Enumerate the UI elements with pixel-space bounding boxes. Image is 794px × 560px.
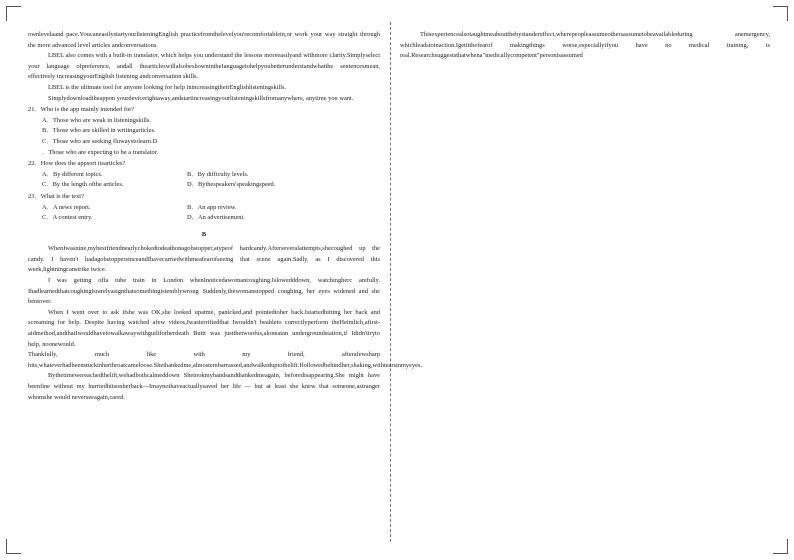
crop-mark-bottom-left — [6, 539, 21, 554]
passage-a-paragraph: LBEL is the ultimate tool for anyone looking for help inincreasingtheirEnglishlisteningskills. — [48, 83, 287, 91]
option-row — [28, 203, 380, 214]
passage-a-paragraph: ownlevelaand pace.YoucaneasilystartyourlisteningEnglish practicefromthelevelyou'recomfortablein,or work your way straight through the more advanced level articles andconversations. — [28, 31, 380, 49]
option-a: A．A news report. — [42, 203, 91, 211]
left-column — [28, 30, 423, 403]
option-row — [28, 180, 380, 191]
question-23 — [28, 192, 380, 224]
question-stem: 22．How does the appsort itsarticles? — [28, 160, 126, 168]
passage-b-paragraph: WhenIwasnine,mybestfriendnearlychokedtodeathonagobstopper,atypeof hardcandy.Afterseveralattempts,shecoughed up the candy. I haven't hadagobstoppersinceandIhavecarriedwithmeafearofseeing that scene again.Sadly, as I discovered this week,lightningcanstrike twice. — [28, 245, 380, 274]
option-d: D．An advertisement. — [187, 214, 245, 222]
option-a: A．By different topics. — [42, 170, 103, 178]
question-22 — [28, 159, 380, 191]
passage-b-paragraph: Thankfully, much like with my friend, afterafewsharp hits,whateverhadbeenstuckinherthroatcameloose.Shethankedme,almostembarrassed,andwalkeduptothelift.Ifollowedbehindher,shaking,withtearsinmyeyes. — [28, 351, 423, 369]
passage-a-paragraph: LBEL also comes with a built-in translator, which helps you understand the lessons moreeasilyand withmore clarity.Simplyselect your language ofpreference, andall thearticleswillalsobeshownintheIanguagetohelpyoubetterunderstandwhatthe sentencesmean, effectively increasingyourEnglish listening andconversation skills. — [28, 52, 380, 81]
crop-mark-top-right — [773, 6, 788, 21]
section-b-heading: B — [201, 230, 207, 238]
passage-b-continued-paragraph: Thisexperiencealsotaughtmeaboutthebystandereffect,wherepeopleassumeothersassumetobeavailableduring anemergency, whichleadstoinaction.Igetitthefearof makingthings worse,especiallyifyou have no medical training, is real.Researchsuggeststhatwhena"medicallycompetent"personisassumed — [400, 31, 770, 60]
option-a: A．Those who are weak in listeningskills. — [42, 116, 151, 124]
crop-mark-top-left — [6, 6, 21, 21]
question-stem: 23．What is the text? — [28, 192, 84, 200]
passage-b-paragraph: Bythetimewereachedthelift,wehadbothcalmeddown Shetookmyhandsandthankedmeagain, beforedisappearing.She might have beenfine without my hurriedhitsonherback—Imaynothaveactuallysaved her life — but at least she knew that someone,astranger whomshe would neverseeagain,cared. — [28, 372, 380, 401]
option-b: B．Those who are skilled in writingarticles. — [42, 127, 156, 135]
question-21 — [28, 105, 380, 158]
option-b: B．An app review. — [187, 203, 237, 211]
option-c: C．A contest entry. — [42, 214, 93, 222]
crop-mark-bottom-right — [773, 539, 788, 554]
question-stem: 21．Who is the app mainly intended for? — [28, 106, 135, 114]
option-c: C．Those who are seeking fluwaystolearn.D — [42, 137, 158, 145]
passage-b-paragraph: When I went over to ask ifshe was OK,she looked upatme, panicked,and pointedtoher back.Istartedhitting her back and screaming for help. Despite having watched afew videos,Iwasterrifiedthat Iwouldn't beableto correctlyperform theHeimlich,afirst-aidmethod,andthatIwouldhavetowalkawaywithguiltforherdeath Buttt was justthetwoofus,aloneatan undergroundstation,if Ididn'ttryto help, noonewould. — [28, 308, 380, 348]
option-b: B．By difficulty levels. — [187, 170, 249, 178]
passage-b-paragraph: I was getting offa tube train in London whenInoticedawomancoughing.Islowedddown, watchingherc arefully. Ihadlearnedthatcoughingisrarelyasignthatsomethingistemblywrong Suddenly,thewomanstopped coughing, her eyes widened and she bentover. — [28, 277, 380, 306]
column-divider — [390, 22, 392, 542]
option-row — [28, 213, 380, 224]
right-column — [400, 30, 770, 62]
passage-a-paragraph: Simplydownloadtheappon yourdevicerightaway,andstartincreasingyourlisteningskillsfromanywhere, anytime you want. — [48, 94, 354, 102]
option-row — [28, 170, 380, 181]
option-d: D．Bythespeakers'speakingspeed. — [187, 181, 276, 189]
option-d: ．Those who are expecting to be a translator. — [42, 148, 159, 156]
option-c: C．By the length ofthe articles. — [42, 181, 124, 189]
